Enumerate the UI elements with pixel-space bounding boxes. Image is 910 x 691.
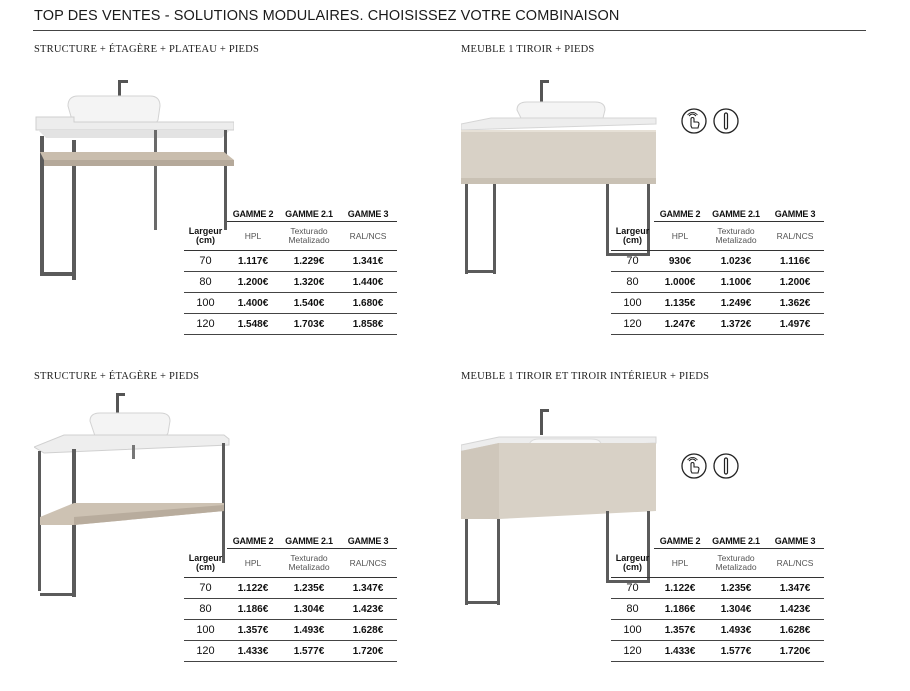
finish-header: Texturado Metalizado <box>279 222 339 251</box>
gamme-header: GAMME 2.1 <box>706 534 766 549</box>
product-section-meuble-tiroir-interieur <box>461 371 881 691</box>
table-row: 120 1.247€ 1.372€ 1.497€ <box>611 314 824 335</box>
table-row: 100 1.357€ 1.493€ 1.628€ <box>184 620 397 641</box>
gamme-header: GAMME 3 <box>766 534 824 549</box>
largeur-header: Largeur (cm) <box>184 549 227 578</box>
table-row: 80 1.200€ 1.320€ 1.440€ <box>184 272 397 293</box>
feature-icons <box>681 108 739 134</box>
finish-header: Texturado Metalizado <box>279 549 339 578</box>
price-table <box>611 534 824 662</box>
product-section-structure-etagere-plateau <box>34 44 454 364</box>
table-row: 70 1.122€ 1.235€ 1.347€ <box>611 578 824 599</box>
section-title: STRUCTURE + ÉTAGÈRE + PLATEAU + PIEDS <box>34 44 259 55</box>
table-row: 80 1.186€ 1.304€ 1.423€ <box>611 599 824 620</box>
finish-header: RAL/NCS <box>339 549 397 578</box>
product-section-structure-etagere <box>34 371 454 691</box>
largeur-header: Largeur (cm) <box>611 222 654 251</box>
page-title: TOP DES VENTES - SOLUTIONS MODULAIRES. CHOISISSEZ VOTRE COMBINAISON <box>34 8 620 24</box>
finish-header: HPL <box>227 549 279 578</box>
title-divider <box>33 30 866 31</box>
handle-icon <box>713 453 739 479</box>
price-table <box>611 207 824 335</box>
section-title: MEUBLE 1 TIROIR + PIEDS <box>461 44 595 55</box>
table-row: 80 1.186€ 1.304€ 1.423€ <box>184 599 397 620</box>
gamme-header: GAMME 2.1 <box>706 207 766 222</box>
table-row: 100 1.400€ 1.540€ 1.680€ <box>184 293 397 314</box>
finish-header: HPL <box>654 549 706 578</box>
gamme-header: GAMME 2 <box>227 534 279 549</box>
finish-header: HPL <box>227 222 279 251</box>
table-row: 100 1.135€ 1.249€ 1.362€ <box>611 293 824 314</box>
finish-header: RAL/NCS <box>766 222 824 251</box>
table-row: 70 930€ 1.023€ 1.116€ <box>611 251 824 272</box>
finish-header: RAL/NCS <box>339 222 397 251</box>
table-row: 70 1.117€ 1.229€ 1.341€ <box>184 251 397 272</box>
finish-header: Texturado Metalizado <box>706 222 766 251</box>
push-open-icon <box>681 108 707 134</box>
largeur-header: Largeur (cm) <box>184 222 227 251</box>
gamme-header: GAMME 2.1 <box>279 534 339 549</box>
gamme-header: GAMME 2.1 <box>279 207 339 222</box>
table-row: 70 1.122€ 1.235€ 1.347€ <box>184 578 397 599</box>
section-title: MEUBLE 1 TIROIR ET TIROIR INTÉRIEUR + PIEDS <box>461 371 710 382</box>
gamme-header: GAMME 2 <box>654 207 706 222</box>
gamme-header: GAMME 2 <box>654 534 706 549</box>
largeur-header: Largeur (cm) <box>611 549 654 578</box>
price-table <box>184 534 397 662</box>
finish-header: HPL <box>654 222 706 251</box>
finish-header: RAL/NCS <box>766 549 824 578</box>
product-section-meuble-1-tiroir <box>461 44 881 364</box>
price-table <box>184 207 397 335</box>
gamme-header: GAMME 3 <box>339 534 397 549</box>
push-open-icon <box>681 453 707 479</box>
gamme-header: GAMME 3 <box>766 207 824 222</box>
handle-icon <box>713 108 739 134</box>
feature-icons <box>681 453 739 479</box>
table-row: 120 1.433€ 1.577€ 1.720€ <box>611 641 824 662</box>
finish-header: Texturado Metalizado <box>706 549 766 578</box>
table-row: 120 1.433€ 1.577€ 1.720€ <box>184 641 397 662</box>
table-row: 80 1.000€ 1.100€ 1.200€ <box>611 272 824 293</box>
gamme-header: GAMME 2 <box>227 207 279 222</box>
table-row: 120 1.548€ 1.703€ 1.858€ <box>184 314 397 335</box>
table-row: 100 1.357€ 1.493€ 1.628€ <box>611 620 824 641</box>
section-title: STRUCTURE + ÉTAGÈRE + PIEDS <box>34 371 200 382</box>
gamme-header: GAMME 3 <box>339 207 397 222</box>
